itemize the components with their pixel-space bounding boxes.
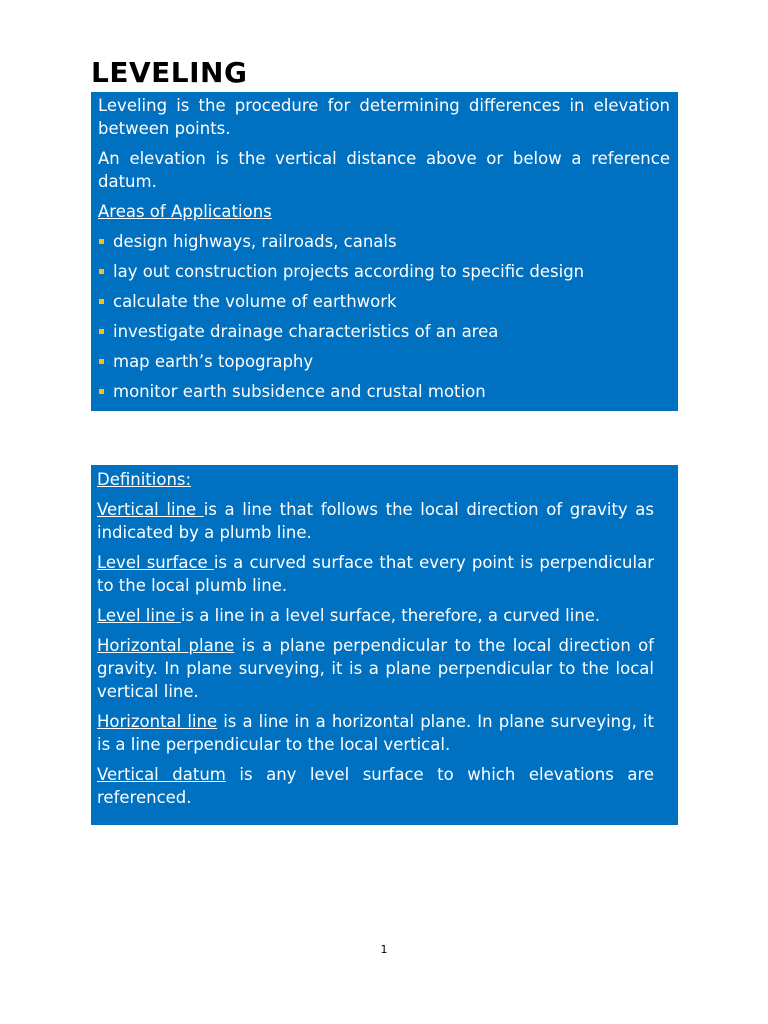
definitions-box (91, 465, 678, 825)
definition-text: is a line in a horizontal plane. In plane surveying, it is a line perpendicular to the local vertical. (97, 712, 654, 754)
definition-term: Level surface (97, 553, 214, 572)
list-item (98, 290, 670, 313)
elevation-definition-paragraph: An elevation is the vertical distance above or below a reference datum. (98, 149, 670, 191)
definition-text: is a line that follows the local direction of gravity as indicated by a plumb line. (97, 500, 654, 542)
definition-vertical-datum (97, 763, 654, 809)
leveling-intro-box (91, 92, 678, 411)
applications-list (98, 230, 670, 403)
definition-level-surface (97, 551, 654, 597)
definition-horizontal-line (97, 710, 654, 756)
definition-term: Horizontal line (97, 712, 218, 731)
page-title: LEVELING (91, 56, 248, 89)
definitions-heading-line (97, 468, 654, 491)
definition-horizontal-plane (97, 634, 654, 703)
square-bullet-icon (99, 269, 104, 274)
list-item (98, 380, 670, 403)
definition-term: Level line (97, 606, 181, 625)
applications-heading-line (98, 200, 670, 223)
definition-term: Horizontal plane (97, 636, 235, 655)
square-bullet-icon (99, 329, 104, 334)
list-item (98, 260, 670, 283)
square-bullet-icon (99, 299, 104, 304)
definition-text: is any level surface to which elevations are referenced. (97, 765, 655, 807)
leveling-definition-paragraph: Leveling is the procedure for determining differences in elevation between points. (98, 96, 670, 138)
list-item-text: monitor earth subsidence and crustal motion (113, 382, 486, 401)
definition-vertical-line (97, 498, 654, 544)
definition-text: is a curved surface that every point is perpendicular to the local plumb line. (97, 553, 654, 595)
list-item (98, 350, 670, 373)
definition-text: is a line in a level surface, therefore, a curved line. (180, 606, 601, 625)
definitions-heading: Definitions: (97, 470, 192, 489)
square-bullet-icon (99, 389, 104, 394)
square-bullet-icon (99, 239, 104, 244)
list-item-text: design highways, railroads, canals (113, 232, 397, 251)
definition-text: is a plane perpendicular to the local direction of gravity. In plane surveying, it is a plane perpendicular to the local vertical line. (97, 636, 654, 701)
square-bullet-icon (99, 359, 104, 364)
applications-heading: Areas of Applications (98, 202, 272, 221)
list-item-text: investigate drainage characteristics of an area (113, 322, 499, 341)
definition-term: Vertical datum (97, 765, 226, 784)
definition-level-line (97, 604, 654, 627)
list-item (98, 320, 670, 343)
definition-term: Vertical line (97, 500, 204, 519)
list-item-text: lay out construction projects according to specific design (113, 262, 585, 281)
page-number: 1 (380, 943, 388, 956)
list-item-text: map earth’s topography (113, 352, 314, 371)
list-item-text: calculate the volume of earthwork (113, 292, 397, 311)
list-item (98, 230, 670, 253)
